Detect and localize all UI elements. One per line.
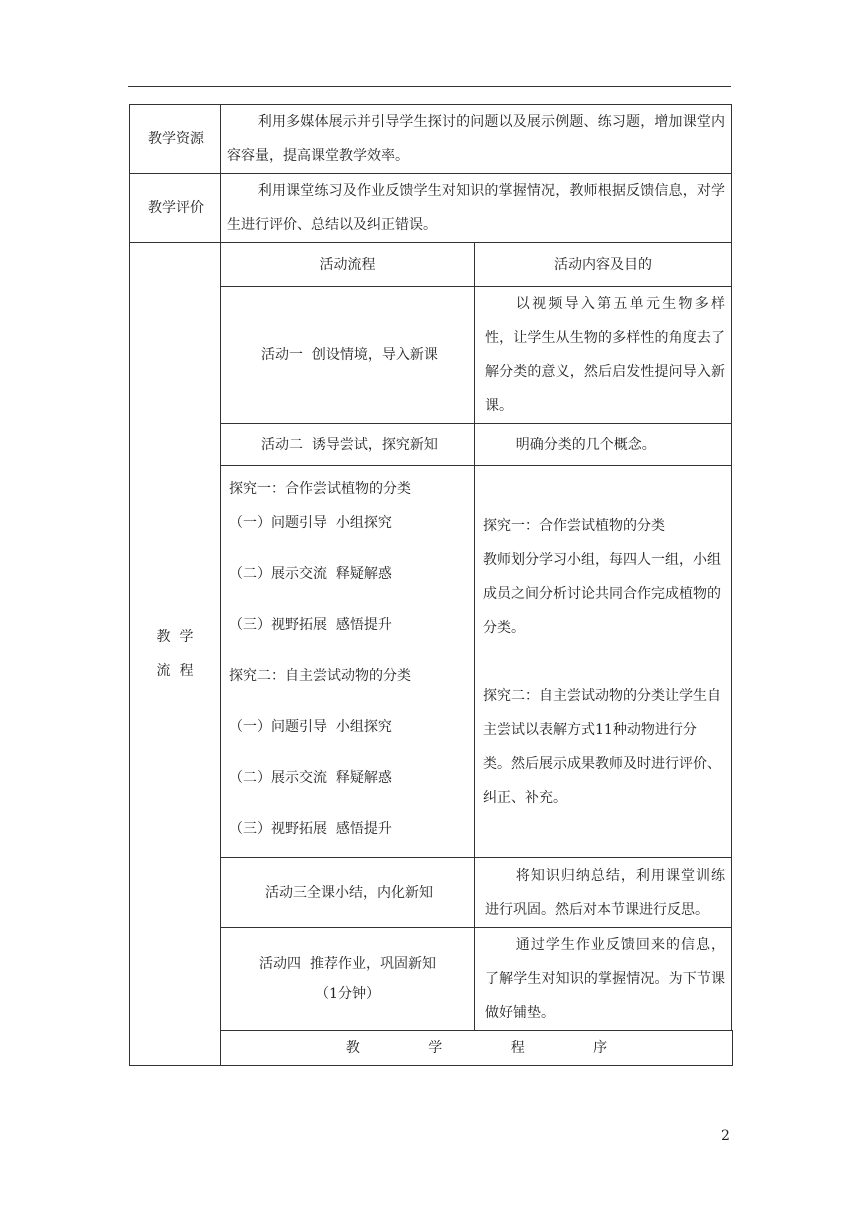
resources-row xyxy=(130,105,733,174)
explore-flow-item: （一）问题引导 小组探究 xyxy=(229,719,392,735)
explore-flow-item: 探究一：合作尝试植物的分类 xyxy=(229,481,411,497)
explore-content1-title: 探究一：合作尝试植物的分类 xyxy=(483,517,665,534)
activity4-flow xyxy=(221,928,475,1031)
header-flow: 活动流程 xyxy=(221,243,475,287)
explore-content2-text: 探究二：自主尝试动物的分类让学生自主尝试以表解方式11种动物进行分类。然后展示成果教师及时进行评价、纠正、补充。 xyxy=(483,687,721,806)
footer-char: 序 xyxy=(593,1040,608,1056)
process-header-row xyxy=(130,243,733,287)
activity3-row xyxy=(130,858,733,928)
explore-flow-item: （二）展示交流 释疑解惑 xyxy=(229,566,392,582)
resources-label: 教学资源 xyxy=(130,105,221,174)
process-label xyxy=(130,243,221,1066)
activity3-flow: 活动三全课小结，内化新知 xyxy=(221,858,475,928)
activity3-content: 将知识归纳总结，利用课堂训练进行巩固。然后对本节课进行反思。 xyxy=(475,858,732,928)
activity2-content: 明确分类的几个概念。 xyxy=(475,424,732,466)
activity1-row xyxy=(130,287,733,424)
evaluation-text: 利用课堂练习及作业反馈学生对知识的掌握情况，教师根据反馈信息，对学生进行评价、总结以及纠正错误。 xyxy=(221,174,732,243)
lesson-plan-table xyxy=(129,104,733,1066)
evaluation-label: 教学评价 xyxy=(130,174,221,243)
header-content: 活动内容及目的 xyxy=(475,243,732,287)
explore-flow-item: 探究二：自主尝试动物的分类 xyxy=(229,668,411,684)
activity4-flow-title: 活动四 推荐作业，巩固新知 xyxy=(259,956,436,972)
activity4-row xyxy=(130,928,733,1031)
activity2-row xyxy=(130,424,733,466)
explore-row xyxy=(130,466,733,858)
process-label-line1: 教 学 xyxy=(156,629,194,645)
evaluation-row xyxy=(130,174,733,243)
explore-content xyxy=(475,466,732,858)
resources-text: 利用多媒体展示并引导学生探讨的问题以及展示例题、练习题，增加课堂内容容量，提高课堂教学效率。 xyxy=(221,105,732,174)
activity2-flow: 活动二 诱导尝试，探究新知 xyxy=(221,424,475,466)
page-number: 2 xyxy=(721,1128,730,1144)
header-rule xyxy=(128,86,731,87)
explore-flow-item: （三）视野拓展 感悟提升 xyxy=(229,617,392,633)
process-label-line2: 流 程 xyxy=(156,663,194,679)
footer-caption xyxy=(221,1031,733,1066)
activity4-content: 通过学生作业反馈回来的信息，了解学生对知识的掌握情况。为下节课做好铺垫。 xyxy=(475,928,732,1031)
footer-char: 教 xyxy=(345,1040,360,1056)
footer-char: 程 xyxy=(510,1040,525,1056)
explore-flow xyxy=(221,466,475,858)
explore-flow-item: （一）问题引导 小组探究 xyxy=(229,515,392,531)
explore-content1-text: 教师划分学习小组，每四人一组，小组成员之间分析讨论共同合作完成植物的分类。 xyxy=(483,551,721,636)
explore-flow-item: （二）展示交流 释疑解惑 xyxy=(229,770,392,786)
footer-row xyxy=(130,1031,733,1066)
activity1-content: 以视频导入第五单元生物多样性，让学生从生物的多样性的角度去了解分类的意义，然后启发性提问导入新课。 xyxy=(475,287,732,424)
footer-char: 学 xyxy=(428,1040,443,1056)
activity1-flow: 活动一 创设情境，导入新课 xyxy=(221,287,475,424)
activity4-flow-time: （1分钟） xyxy=(315,986,380,1002)
explore-flow-item: （三）视野拓展 感悟提升 xyxy=(229,821,392,837)
